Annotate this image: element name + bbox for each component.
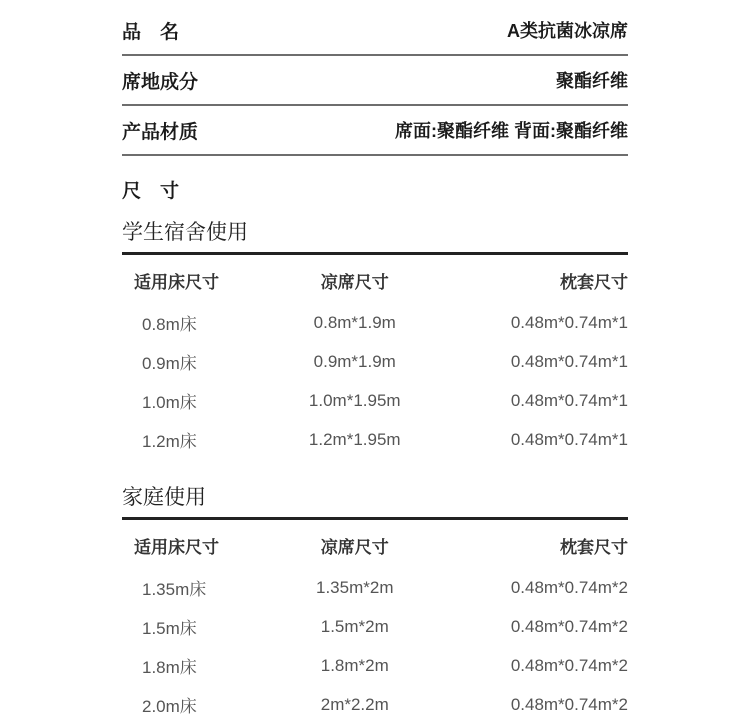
table-cell-mat: 1.2m*1.95m bbox=[308, 429, 401, 449]
spec-row-product-name bbox=[122, 6, 628, 56]
column-header-pillowcase-size: 枕套尺寸 bbox=[560, 538, 628, 557]
table-cell-mat: 0.8m*1.9m bbox=[313, 312, 396, 332]
table-cell-bed: 0.8m床 bbox=[142, 315, 197, 334]
column-header-bed-size: 适用床尺寸 bbox=[134, 273, 219, 292]
table-cell-bed: 0.9m床 bbox=[142, 354, 197, 373]
table-cell-bed: 1.0m床 bbox=[142, 393, 197, 412]
table-cell-pillowcase: 0.48m*0.74m*2 bbox=[510, 616, 628, 636]
table-row bbox=[122, 607, 628, 646]
size-table-home bbox=[122, 520, 628, 724]
spec-label-product-material: 产品材质 bbox=[122, 121, 199, 143]
column-header-mat-size: 凉席尺寸 bbox=[320, 273, 389, 292]
table-row bbox=[122, 568, 628, 607]
spec-label-product-name: 品 名 bbox=[122, 21, 180, 43]
spec-label-mat-composition: 席地成分 bbox=[122, 71, 199, 93]
spec-value-mat-composition: 聚酯纤维 bbox=[556, 71, 628, 91]
table-cell-bed: 2.0m床 bbox=[142, 697, 197, 716]
section-title-dorm: 学生宿舍使用 bbox=[122, 216, 628, 255]
column-header-mat-size: 凉席尺寸 bbox=[320, 538, 389, 557]
table-cell-mat: 1.35m*2m bbox=[316, 577, 394, 597]
section-title-home: 家庭使用 bbox=[122, 481, 628, 520]
table-cell-bed: 1.5m床 bbox=[142, 619, 197, 638]
table-header-row bbox=[122, 255, 628, 303]
table-cell-pillowcase: 0.48m*0.74m*2 bbox=[510, 694, 628, 714]
table-row bbox=[122, 685, 628, 724]
size-section-title: 尺 寸 bbox=[122, 181, 180, 202]
table-cell-pillowcase: 0.48m*0.74m*2 bbox=[510, 577, 628, 597]
table-row bbox=[122, 303, 628, 342]
spec-value-product-name: A类抗菌冰凉席 bbox=[507, 21, 628, 41]
column-header-bed-size: 适用床尺寸 bbox=[134, 538, 219, 557]
spec-row-product-material bbox=[122, 106, 628, 156]
table-cell-mat: 1.8m*2m bbox=[320, 655, 389, 675]
column-header-pillowcase-size: 枕套尺寸 bbox=[560, 273, 628, 292]
table-cell-pillowcase: 0.48m*0.74m*1 bbox=[510, 429, 628, 449]
table-row bbox=[122, 646, 628, 685]
spec-row-mat-composition bbox=[122, 56, 628, 106]
table-header-row bbox=[122, 520, 628, 568]
table-row bbox=[122, 381, 628, 420]
table-cell-pillowcase: 0.48m*0.74m*1 bbox=[510, 351, 628, 371]
table-cell-mat: 1.0m*1.95m bbox=[308, 390, 401, 410]
table-cell-bed: 1.2m床 bbox=[142, 432, 197, 451]
table-cell-pillowcase: 0.48m*0.74m*2 bbox=[510, 655, 628, 675]
table-row bbox=[122, 420, 628, 459]
table-cell-mat: 1.5m*2m bbox=[320, 616, 389, 636]
table-cell-pillowcase: 0.48m*0.74m*1 bbox=[510, 312, 628, 332]
table-cell-bed: 1.8m床 bbox=[142, 658, 197, 677]
size-table-dorm bbox=[122, 255, 628, 459]
table-cell-bed: 1.35m床 bbox=[142, 580, 207, 599]
table-cell-mat: 2m*2.2m bbox=[320, 694, 389, 714]
table-cell-pillowcase: 0.48m*0.74m*1 bbox=[510, 390, 628, 410]
table-row bbox=[122, 342, 628, 381]
spec-value-product-material: 席面:聚酯纤维 背面:聚酯纤维 bbox=[395, 121, 628, 141]
table-cell-mat: 0.9m*1.9m bbox=[313, 351, 396, 371]
